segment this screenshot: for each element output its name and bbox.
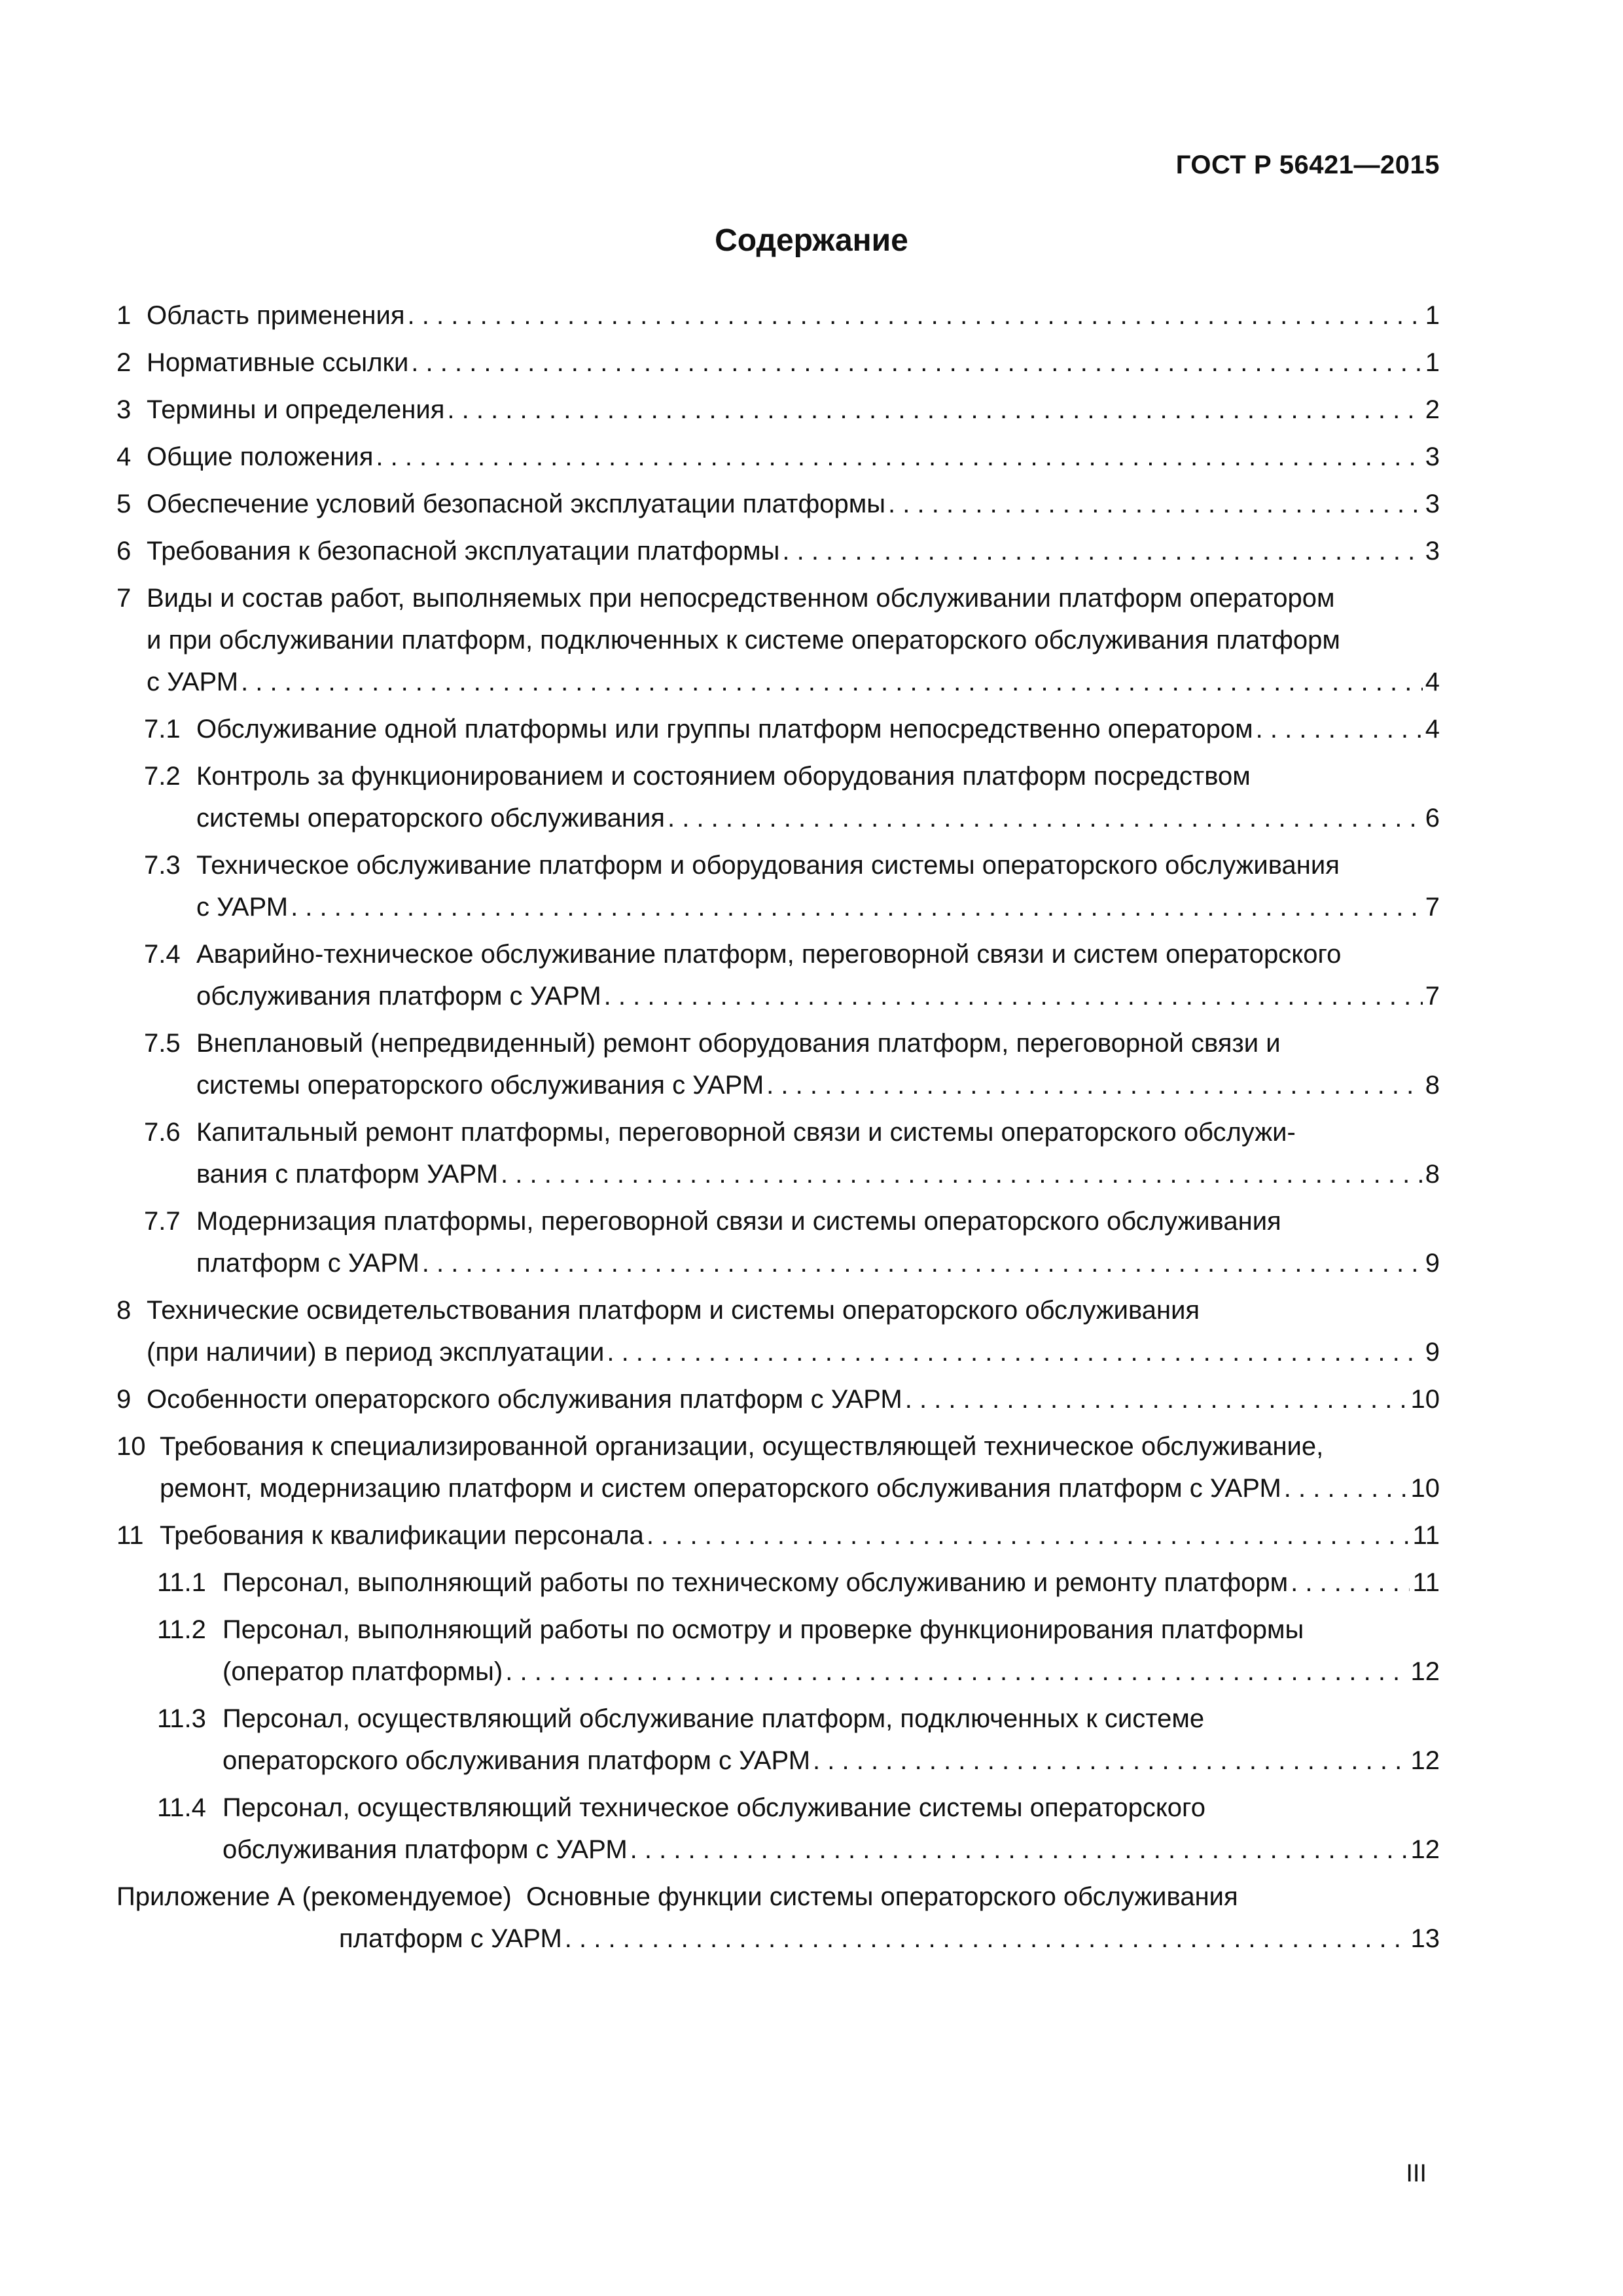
toc-entry-page-number: 2 — [1425, 395, 1440, 424]
toc-entry-page-number: 7 — [1425, 982, 1440, 1011]
toc-entry-11-1[interactable] — [116, 1562, 1440, 1604]
leader-dots — [1291, 1562, 1410, 1604]
toc-entry-number: 7.1 — [144, 715, 181, 744]
toc-entry-number: 11.4 — [157, 1793, 206, 1822]
leader-dots — [1256, 708, 1423, 750]
toc-entry-number: 5 — [116, 490, 132, 518]
toc-entry-11-3[interactable] — [116, 1698, 1440, 1782]
appendix-prefix: Приложение А (рекомендуемое) — [116, 1882, 512, 1911]
toc-entry-page-number: 12 — [1410, 1746, 1440, 1775]
toc-entry-number: 2 — [116, 348, 132, 377]
toc-title: Содержание — [715, 223, 908, 258]
toc-entry-title: системы операторского обслуживания с УАРМ — [196, 1071, 764, 1100]
leader-dots — [782, 530, 1422, 572]
toc-entry-number: 7.6 — [144, 1118, 181, 1147]
toc-entry-number: 7.4 — [144, 940, 181, 969]
toc-entry-title: платформ с УАРМ — [196, 1249, 419, 1278]
toc-entry-title: Общие положения — [147, 442, 374, 471]
leader-dots — [422, 1242, 1423, 1284]
toc-entry-title-line: Внеплановый (непредвиденный) ремонт оборудования платформ, переговорной связи и — [196, 1029, 1281, 1058]
toc-entry-10[interactable] — [116, 1426, 1440, 1509]
leader-dots — [905, 1378, 1408, 1420]
toc-entry-number: 11.1 — [157, 1568, 206, 1597]
toc-entry-title: (оператор платформы) — [223, 1657, 503, 1686]
appendix-title-last-line: платформ с УАРМ — [339, 1924, 562, 1953]
toc-entry-title-line: Техническое обслуживание платформ и оборудования системы операторского обслуживания — [196, 851, 1340, 880]
toc-entry-title-line: Персонал, осуществляющий техническое обслуживание системы операторского — [223, 1793, 1206, 1822]
leader-dots — [668, 797, 1423, 839]
toc-entry-number: 3 — [116, 395, 132, 424]
toc-entry-page-number: 4 — [1425, 668, 1440, 696]
toc-entry-1[interactable] — [116, 295, 1440, 336]
toc-entry-page-number: 3 — [1425, 442, 1440, 471]
toc-entry-page-number: 6 — [1425, 804, 1440, 833]
toc-entry-number: 7.2 — [144, 762, 181, 791]
toc-entry-page-number: 3 — [1425, 537, 1440, 565]
toc-entry-title: системы операторского обслуживания — [196, 804, 665, 833]
toc-entry-page-number: 8 — [1425, 1160, 1440, 1189]
toc-entry-number: 7.5 — [144, 1029, 181, 1058]
leader-dots — [604, 975, 1423, 1017]
toc-entry-6[interactable] — [116, 530, 1440, 572]
leader-dots — [647, 1515, 1410, 1556]
toc-entry-title: Обслуживание одной платформы или группы платформ непосредственно оператором — [196, 715, 1253, 744]
toc-entry-page-number: 11 — [1412, 1521, 1440, 1550]
toc-entry-title: с УАРМ — [147, 668, 239, 696]
toc-entry-page-number: 7 — [1425, 893, 1440, 922]
toc-entry-page-number: 12 — [1410, 1835, 1440, 1864]
toc-entry-page-number: 9 — [1425, 1338, 1440, 1367]
toc-entry-number: 11 — [116, 1521, 144, 1550]
toc-entry-9[interactable] — [116, 1378, 1440, 1420]
toc-entry-7-2[interactable] — [116, 755, 1440, 839]
toc-entry-number: 10 — [116, 1432, 146, 1461]
toc-entry-number: 8 — [116, 1296, 132, 1325]
toc-entry-5[interactable] — [116, 483, 1440, 525]
toc-entry-title: ремонт, модернизацию платформ и систем операторского обслуживания платформ с УАРМ — [160, 1474, 1281, 1503]
leader-dots — [447, 389, 1422, 431]
toc-entry-page-number: 10 — [1410, 1385, 1440, 1414]
toc-entry-number: 9 — [116, 1385, 132, 1414]
document-code: ГОСТ Р 56421—2015 — [1175, 151, 1440, 179]
toc-entry-page-number: 10 — [1410, 1474, 1440, 1503]
toc-entry-number: 7 — [116, 584, 132, 613]
appendix-page-number: 13 — [1410, 1924, 1440, 1953]
leader-dots — [501, 1153, 1423, 1195]
toc-entry-title: Требования к квалификации персонала — [160, 1521, 644, 1550]
toc-entry-number: 4 — [116, 442, 132, 471]
toc-entry-title: Термины и определения — [147, 395, 445, 424]
leader-dots — [411, 342, 1422, 384]
toc-entry-number: 1 — [116, 301, 132, 330]
toc-entry-7-7[interactable] — [116, 1200, 1440, 1284]
toc-entry-title-line: Требования к специализированной организации, осуществляющей техническое обслуживание, — [160, 1432, 1324, 1461]
toc-entry-11-2[interactable] — [116, 1609, 1440, 1693]
toc-entry-title: вания с платформ УАРМ — [196, 1160, 499, 1189]
toc-entry-title: Особенности операторского обслуживания платформ с УАРМ — [147, 1385, 902, 1414]
toc-entry-title: операторского обслуживания платформ с УАРМ — [223, 1746, 811, 1775]
toc-entry-number: 7.3 — [144, 851, 181, 880]
leader-dots — [630, 1829, 1408, 1871]
toc-entry-7[interactable] — [116, 577, 1440, 703]
toc-entry-title: Персонал, выполняющий работы по техническому обслуживанию и ремонту платформ — [223, 1568, 1289, 1597]
leader-dots — [565, 1918, 1408, 1960]
toc-entry-title-line: Аварийно-техническое обслуживание платформ, переговорной связи и систем операторского — [196, 940, 1342, 969]
toc-entry-7-5[interactable] — [116, 1022, 1440, 1106]
toc-entry-number: 11.2 — [157, 1615, 206, 1644]
toc-entry-title-line: Виды и состав работ, выполняемых при непосредственном обслуживании платформ оператором — [147, 584, 1335, 613]
toc-entry-page-number: 3 — [1425, 490, 1440, 518]
toc-entry-title-line: Модернизация платформы, переговорной связи и системы операторского обслуживания — [196, 1207, 1281, 1236]
leader-dots — [888, 483, 1423, 525]
toc-entry-title-line: и при обслуживании платформ, подключенных к системе операторского обслуживания платформ — [147, 626, 1340, 655]
toc-entry-title-line: Персонал, выполняющий работы по осмотру и проверке функционирования платформы — [223, 1615, 1304, 1644]
toc-entry-title: (при наличии) в период эксплуатации — [147, 1338, 605, 1367]
toc-entry-title: Область применения — [147, 301, 405, 330]
page-number-footer: III — [1406, 2160, 1427, 2187]
toc-entry-page-number: 4 — [1425, 715, 1440, 744]
appendix-title-line: Основные функции системы операторского обслуживания — [526, 1882, 1238, 1911]
leader-dots — [766, 1064, 1423, 1106]
toc-entry-appendix-a[interactable] — [116, 1876, 1440, 1960]
table-of-contents — [116, 295, 1440, 1960]
toc-entry-title: обслуживания платформ с УАРМ — [223, 1835, 628, 1864]
leader-dots — [408, 295, 1423, 336]
toc-entry-7-1[interactable] — [116, 708, 1440, 750]
toc-entry-page-number: 9 — [1425, 1249, 1440, 1278]
toc-entry-page-number: 8 — [1425, 1071, 1440, 1100]
toc-entry-8[interactable] — [116, 1289, 1440, 1373]
toc-entry-title-line: Контроль за функционированием и состоянием оборудования платформ посредством — [196, 762, 1251, 791]
toc-entry-title: Требования к безопасной эксплуатации платформы — [147, 537, 780, 565]
toc-entry-title-line: Персонал, осуществляющий обслуживание платформ, подключенных к системе — [223, 1704, 1205, 1733]
toc-entry-page-number: 1 — [1425, 348, 1440, 377]
toc-entry-title: Нормативные ссылки — [147, 348, 409, 377]
toc-entry-number: 11.3 — [157, 1704, 206, 1733]
toc-entry-7-3[interactable] — [116, 844, 1440, 928]
leader-dots — [241, 661, 1423, 703]
leader-dots — [291, 886, 1423, 928]
toc-entry-number: 7.7 — [144, 1207, 181, 1236]
toc-entry-title-line: Капитальный ремонт платформы, переговорной связи и системы операторского обслужи- — [196, 1118, 1296, 1147]
toc-entry-11-4[interactable] — [116, 1787, 1440, 1871]
leader-dots — [813, 1740, 1408, 1782]
toc-entry-page-number: 11 — [1412, 1568, 1440, 1597]
toc-entry-title: обслуживания платформ с УАРМ — [196, 982, 601, 1011]
toc-entry-7-6[interactable] — [116, 1111, 1440, 1195]
leader-dots — [607, 1331, 1422, 1373]
toc-entry-number: 6 — [116, 537, 132, 565]
toc-entry-7-4[interactable] — [116, 933, 1440, 1017]
leader-dots — [505, 1651, 1408, 1693]
toc-entry-11[interactable] — [116, 1515, 1440, 1556]
toc-entry-3[interactable] — [116, 389, 1440, 431]
toc-entry-title-line: Технические освидетельствования платформ и системы операторского обслуживания — [147, 1296, 1200, 1325]
toc-entry-page-number: 1 — [1425, 301, 1440, 330]
toc-entry-title: с УАРМ — [196, 893, 289, 922]
toc-entry-page-number: 12 — [1410, 1657, 1440, 1686]
toc-entry-title: Обеспечение условий безопасной эксплуатации платформы — [147, 490, 886, 518]
toc-entry-2[interactable] — [116, 342, 1440, 384]
toc-entry-4[interactable] — [116, 436, 1440, 478]
leader-dots — [376, 436, 1422, 478]
leader-dots — [1284, 1467, 1408, 1509]
